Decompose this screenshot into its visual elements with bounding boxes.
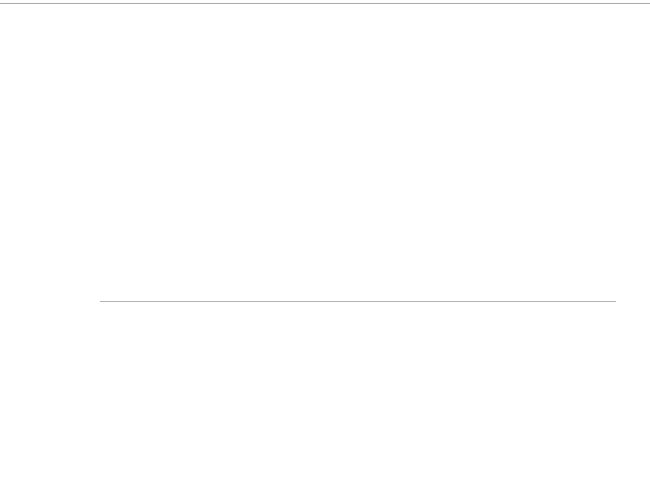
chart-svg	[92, 18, 648, 300]
top-rule	[0, 3, 650, 4]
section-divider	[100, 301, 616, 302]
pump-curves-chart	[92, 18, 648, 300]
